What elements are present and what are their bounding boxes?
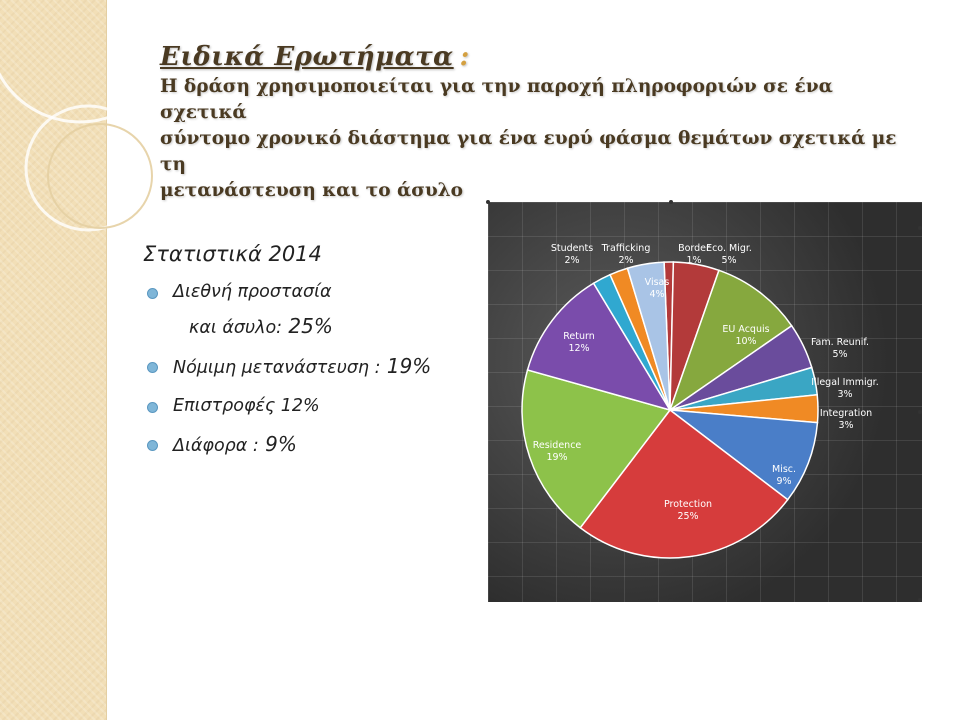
slide-title [160,42,900,72]
pie-label-fam-reunif: Fam. Reunif. 5% [810,337,870,360]
resize-handle[interactable] [669,200,673,204]
pie-label-students: Students 2% [550,243,594,266]
list-item-label: Επιστροφές 12% [173,396,320,416]
list-item-cont-text: και άσυλο: [189,318,283,338]
list-item-value: 19% [380,354,432,378]
pie-chart-image[interactable] [488,202,922,602]
list-item-label: Νόμιμη μετανάστευση : [173,358,381,378]
pie-label-residence: Residence 19% [532,440,582,463]
slide-subtitle [160,74,900,204]
resize-handle[interactable] [918,410,922,414]
slide-subtitle-line: μετανάστευση και το άσυλο [160,180,463,201]
pie-label-eu-acquis: EU Acquis 10% [722,324,770,347]
list-item [143,394,493,418]
list-item-value: 25% [282,314,333,338]
pie-label-protection: Protection 25% [663,499,713,522]
statistics-list [143,242,493,472]
list-item-label: Διεθνή προστασία [173,282,332,302]
list-item-value: 9% [258,432,297,456]
pie-chart [488,202,922,602]
slide-title-text: Ειδικά Ερωτήματα [160,42,454,72]
slide-subtitle-line: Η δράση χρησιμοποιείται για την παροχή πληροφοριών σε ένα σχετικά [160,76,833,123]
statistics-title: Στατιστικά 2014 [143,242,322,266]
bullet-icon [147,440,158,451]
bullet-icon [147,402,158,413]
slide-subtitle-line: σύντομο χρονικό διάστημα για ένα ευρύ φάσμα θεμάτων σχετικά με τη [160,128,897,175]
pie-label-visas: Visas 4% [644,277,670,300]
slide-title-colon: : [459,42,470,72]
list-item [143,432,493,458]
list-item-label: Διάφορα : [173,436,259,456]
pie-label-trafficking: Trafficking 2% [601,243,651,266]
pie-label-integration: Integration 3% [819,408,873,431]
pie-label-illegal-immigr: Illegal Immigr. 3% [811,377,879,400]
pie-label-misc: Misc. 9% [771,464,797,487]
pie-label-eco-migr: Eco. Migr. 5% [706,243,752,266]
pie-label-return: Return 12% [563,331,595,354]
resize-handle[interactable] [669,598,673,602]
list-item [143,280,493,340]
slide-title-block [160,42,900,204]
resize-handle[interactable] [486,200,490,204]
bullet-icon [147,362,158,373]
bullet-icon [147,288,158,299]
resize-handle[interactable] [918,226,922,230]
resize-handle[interactable] [918,598,922,602]
pie-label-border: Border 1% [678,243,710,266]
list-item-continuation [173,314,493,340]
list-item [143,354,493,380]
